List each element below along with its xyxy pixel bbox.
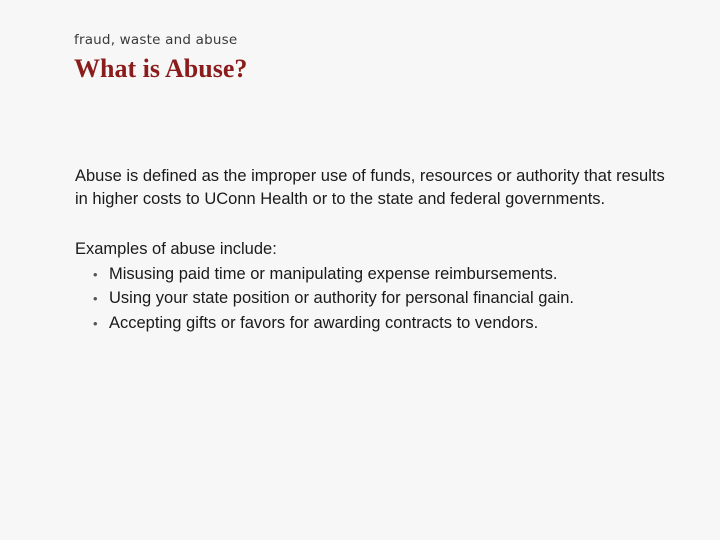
- list-item: [75, 312, 675, 337]
- bullet-icon: •: [93, 291, 98, 306]
- definition-paragraph: Abuse is defined as the improper use of funds, resources or authority that results in higher costs to UConn Health or to the state and federal governments.: [75, 167, 665, 208]
- examples-list: [75, 263, 675, 337]
- slide-body: [75, 165, 675, 336]
- slide-title: What is Abuse?: [74, 54, 248, 83]
- list-item: [75, 263, 675, 288]
- list-item: [75, 287, 675, 312]
- list-item-text: Using your state position or authority for personal financial gain.: [109, 289, 575, 307]
- list-item-text: Accepting gifts or favors for awarding contracts to vendors.: [109, 313, 539, 332]
- bullet-icon: •: [93, 266, 98, 282]
- list-item-text: Misusing paid time or manipulating expense reimbursements.: [109, 264, 558, 283]
- slide-subtitle: fraud, waste and abuse: [74, 32, 238, 48]
- bullet-icon: •: [93, 315, 98, 331]
- examples-heading: Examples of abuse include:: [75, 240, 277, 258]
